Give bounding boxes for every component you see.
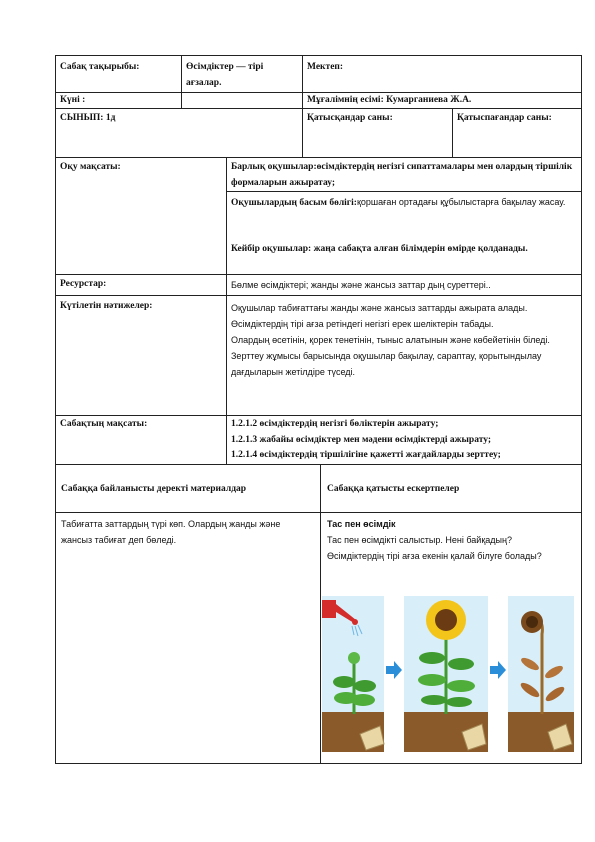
table-border xyxy=(55,512,582,513)
table-border xyxy=(55,55,582,56)
lesson-goals-list xyxy=(231,417,581,464)
goal-item: 1.2.1.4 өсімдіктердің тіршілігіне қажетті жағдайларды зерттеу; xyxy=(231,450,501,460)
arrow-right-icon xyxy=(490,661,506,679)
objectives-label: Оқу мақсаты: xyxy=(60,162,121,172)
table-border xyxy=(302,108,303,157)
expected-line-1: Оқушылар табиғаттағы жанды және жансыз заттарды ажырата алады. xyxy=(231,303,528,313)
table-border xyxy=(320,464,321,763)
some-students-lead: Кейбір оқушылар: xyxy=(231,244,312,254)
table-border xyxy=(581,55,582,764)
remarks-title: Тас пен өсімдік xyxy=(327,519,396,529)
goal-item: 1.2.1.3 жабайы өсімдіктер мен мәдени өсімдіктерді ажырату; xyxy=(231,434,492,445)
expected-line-2: Өсімдіктердің тірі ағза ретіндегі негізгі ерек шеліктерін табады. xyxy=(231,319,494,329)
most-students-text: қоршаған ортадағы құбылыстарға бақылау жасау. xyxy=(356,197,566,207)
objectives-all-students xyxy=(231,160,577,191)
table-border xyxy=(226,157,227,464)
materials-header: Сабаққа байланысты деректі материалдар xyxy=(61,484,247,494)
resources-text: Бөлме өсімдіктері; жанды және жансыз заттар дың суреттері.. xyxy=(231,280,491,290)
expected-results-text xyxy=(231,300,571,380)
remarks-line-1: Тас пен өсімдікті салыстыр. Нені байқадың? xyxy=(327,535,512,545)
day-label: Күні : xyxy=(60,95,86,105)
lesson-goals-label: Сабақтың мақсаты: xyxy=(60,419,148,429)
table-border xyxy=(226,191,582,192)
table-border xyxy=(55,415,582,416)
resources-label: Ресурстар: xyxy=(60,279,107,289)
teacher-label: Мұғалімнің есімі: Кумарганиева Ж.А. xyxy=(307,95,472,105)
table-border xyxy=(55,157,582,158)
sunflower-head-icon xyxy=(426,600,466,640)
materials-text: Табиғатта заттардың түрі көп. Олардың жанды және жансыз табиғат деп бөледі. xyxy=(61,519,281,545)
present-count-label: Қатысқандар саны: xyxy=(307,113,393,123)
sunflower-growth-illustration xyxy=(322,594,574,754)
objectives-some-students xyxy=(231,242,577,258)
expected-line-3: Олардың өсетінін, қорек тенетінін, тыныс алатынын және көбейетінін біледі. xyxy=(231,335,550,345)
table-border xyxy=(452,108,453,157)
table-border xyxy=(55,274,582,275)
some-students-text: жаңа сабақта алған білімдерін өмірде қолданады. xyxy=(311,244,528,254)
class-label: СЫНЫП: 1д xyxy=(60,113,116,123)
lesson-topic-label: Сабақ тақырыбы: xyxy=(60,62,140,72)
absent-count-label: Қатыспағандар саны: xyxy=(457,113,552,123)
table-border xyxy=(181,55,182,92)
all-students-text: өсімдіктердің негізгі сипаттамалары мен олардың тіршілік формаларын ажыратау; xyxy=(231,162,573,188)
table-border xyxy=(55,295,582,296)
table-border xyxy=(55,464,582,465)
remarks-line-2: Өсімдіктердің тірі ағза екенін қалай білуге болады? xyxy=(327,551,542,561)
panel-flowering xyxy=(404,596,488,752)
table-border xyxy=(55,763,582,764)
panel-wilted xyxy=(508,596,574,752)
table-border xyxy=(181,92,182,108)
lesson-topic-value: Өсімдіктер — тірі ағзалар. xyxy=(186,62,264,88)
panel-watering xyxy=(322,596,384,752)
all-students-lead: Барлық оқушылар: xyxy=(231,162,317,172)
expected-results-label: Күтілетін нәтижелер: xyxy=(60,301,153,311)
goal-item: 1.2.1.2 өсімдіктердің негізгі бөліктерін ажырату; xyxy=(231,419,439,429)
table-border xyxy=(55,55,56,764)
arrow-right-icon xyxy=(386,661,402,679)
objectives-most-students xyxy=(231,194,577,212)
expected-line-4: Зерттеу жұмысы барысында оқушылар бақылау, сараптау, қорытындылау дағдыларын жетілдіре түседі. xyxy=(231,351,542,377)
remarks-content xyxy=(327,516,579,564)
remarks-header: Сабаққа қатысты ескертпелер xyxy=(327,484,460,494)
wilted-flower-icon xyxy=(521,611,543,633)
table-border xyxy=(302,55,303,108)
most-students-lead: Оқушылардың басым бөлігі: xyxy=(231,198,357,208)
school-label: Мектеп: xyxy=(307,62,344,72)
